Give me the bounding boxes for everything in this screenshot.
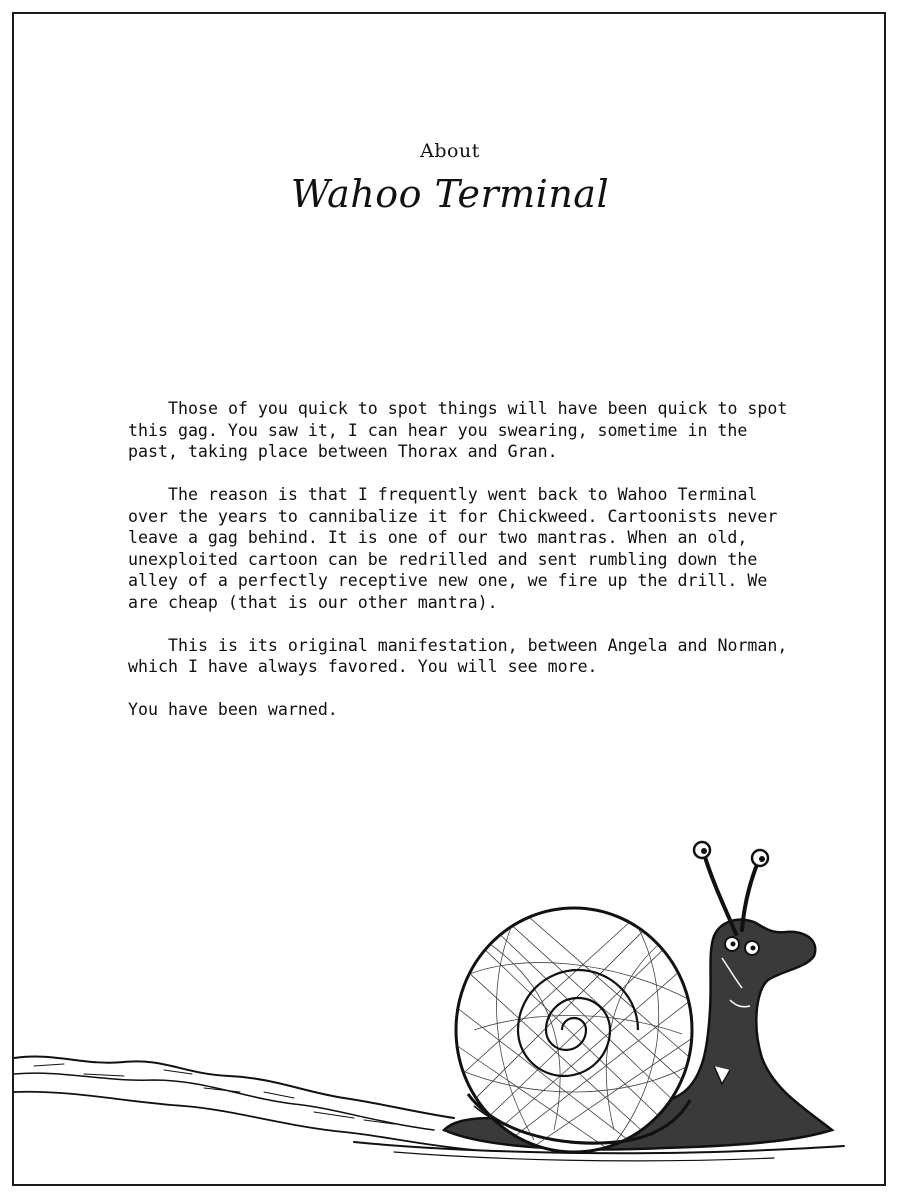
page-title: Wahoo Terminal (290, 172, 610, 216)
body-text (128, 398, 788, 742)
paragraph-2: The reason is that I frequently went back to Wahoo Terminal over the years to cannibalize it for Chickweed. Cartoonists never leave a gag behind. It is one of our two mantras. When an old, unexploited cartoon can be redrilled and sent rumbling down the alley of a perfectly receptive new one, we fire up the drill. We are cheap (that is our other mantra). (128, 485, 778, 612)
page-kicker: About (420, 140, 480, 162)
paragraph-3: This is its original manifestation, between Angela and Norman, which I have always favored. You will see more. (128, 635, 788, 676)
paragraph-1: Those of you quick to spot things will have been quick to spot this gag. You saw it, I can hear you swearing, sometime in the past, taking place between Thorax and Gran. (128, 399, 788, 461)
snail-icon (14, 830, 874, 1186)
paragraph-4: You have been warned. (128, 700, 338, 719)
